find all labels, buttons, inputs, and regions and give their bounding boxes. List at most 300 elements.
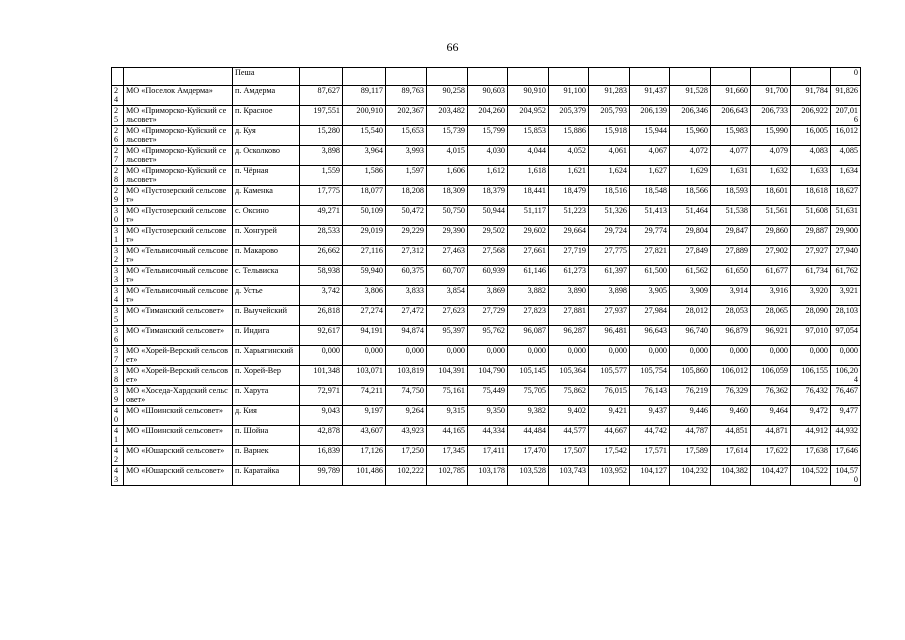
- value-cell: 27,902: [751, 246, 791, 266]
- value-cell: 9,382: [508, 406, 549, 426]
- value-cell: 18,566: [670, 186, 711, 206]
- value-cell: 103,178: [468, 466, 508, 486]
- value-cell: 51,413: [630, 206, 670, 226]
- value-cell: 9,464: [751, 406, 791, 426]
- value-cell: 9,437: [630, 406, 670, 426]
- row-number-cell: 24: [112, 86, 124, 106]
- value-cell: 61,273: [549, 266, 589, 286]
- value-cell: 44,577: [549, 426, 589, 446]
- value-cell: 9,264: [386, 406, 427, 426]
- value-cell: 104,391: [427, 366, 468, 386]
- municipality-cell: МО «Шоинский сельсовет»: [124, 406, 233, 426]
- value-cell: 61,562: [670, 266, 711, 286]
- value-cell: 207,016: [831, 106, 861, 126]
- value-cell: 18,618: [791, 186, 831, 206]
- value-cell: 18,379: [468, 186, 508, 206]
- value-cell: 50,472: [386, 206, 427, 226]
- value-cell: 15,990: [751, 126, 791, 146]
- value-cell: 3,869: [468, 286, 508, 306]
- value-cell: 0,000: [589, 346, 630, 366]
- value-cell: 18,309: [427, 186, 468, 206]
- table-row: [112, 146, 861, 166]
- value-cell: 61,397: [589, 266, 630, 286]
- value-cell: 106,155: [791, 366, 831, 386]
- value-cell: 9,197: [343, 406, 386, 426]
- table-row: [112, 166, 861, 186]
- municipality-cell: МО «Юшарский сельсовет»: [124, 466, 233, 486]
- value-cell: 15,944: [630, 126, 670, 146]
- value-cell: 105,754: [630, 366, 670, 386]
- value-cell: 90,910: [508, 86, 549, 106]
- value-cell: 105,577: [589, 366, 630, 386]
- value-cell: 28,090: [791, 306, 831, 326]
- value-cell: 27,661: [508, 246, 549, 266]
- value-cell: 17,589: [670, 446, 711, 466]
- value-cell: 4,085: [831, 146, 861, 166]
- value-cell: 44,742: [630, 426, 670, 446]
- value-cell: 58,938: [300, 266, 343, 286]
- locality-cell: п. Красное: [233, 106, 300, 126]
- municipality-cell: МО «Пустозерский сельсовет»: [124, 206, 233, 226]
- locality-cell: п. Харута: [233, 386, 300, 406]
- table-row: [112, 206, 861, 226]
- value-cell: 17,507: [549, 446, 589, 466]
- value-cell: 89,117: [343, 86, 386, 106]
- value-cell: 203,482: [427, 106, 468, 126]
- value-cell: 17,622: [751, 446, 791, 466]
- value-cell: 102,222: [386, 466, 427, 486]
- value-cell: 90,603: [468, 86, 508, 106]
- value-cell: 44,484: [508, 426, 549, 446]
- value-cell: 61,146: [508, 266, 549, 286]
- value-cell: 15,918: [589, 126, 630, 146]
- value-cell: 51,326: [589, 206, 630, 226]
- value-cell: 95,397: [427, 326, 468, 346]
- value-cell: 3,890: [549, 286, 589, 306]
- locality-cell: п. Каратайка: [233, 466, 300, 486]
- value-cell: 27,116: [343, 246, 386, 266]
- value-cell: 3,898: [300, 146, 343, 166]
- locality-cell: п. Выучейский: [233, 306, 300, 326]
- value-cell: 51,608: [791, 206, 831, 226]
- value-cell: 49,271: [300, 206, 343, 226]
- value-cell: 50,944: [468, 206, 508, 226]
- value-cell: 0,000: [549, 346, 589, 366]
- value-cell: 4,067: [630, 146, 670, 166]
- table-row: [112, 446, 861, 466]
- locality-cell: п. Чёрная: [233, 166, 300, 186]
- value-cell: 104,427: [751, 466, 791, 486]
- value-cell: 3,833: [386, 286, 427, 306]
- table-row: [112, 126, 861, 146]
- value-cell: 15,886: [549, 126, 589, 146]
- value-cell: 206,139: [630, 106, 670, 126]
- value-cell: 103,819: [386, 366, 427, 386]
- value-cell: 9,477: [831, 406, 861, 426]
- row-number-cell: 39: [112, 386, 124, 406]
- value-cell: 28,065: [751, 306, 791, 326]
- value-cell: 42,878: [300, 426, 343, 446]
- value-cell: 26,662: [300, 246, 343, 266]
- value-cell: 18,593: [711, 186, 751, 206]
- value-cell: 104,232: [670, 466, 711, 486]
- value-cell: 94,191: [343, 326, 386, 346]
- value-cell: 102,785: [427, 466, 468, 486]
- value-cell: 1,586: [343, 166, 386, 186]
- value-cell: 1,559: [300, 166, 343, 186]
- value-cell: 61,650: [711, 266, 751, 286]
- value-cell: 101,486: [343, 466, 386, 486]
- value-cell: 9,350: [468, 406, 508, 426]
- value-cell: 76,329: [711, 386, 751, 406]
- value-cell: 17,542: [589, 446, 630, 466]
- value-cell: 0,000: [751, 346, 791, 366]
- value-cell: 44,334: [468, 426, 508, 446]
- value-cell: 206,733: [751, 106, 791, 126]
- value-cell: 96,087: [508, 326, 549, 346]
- value-cell: 15,853: [508, 126, 549, 146]
- value-cell: 0,000: [300, 346, 343, 366]
- value-cell: 60,939: [468, 266, 508, 286]
- locality-cell: д. Устье: [233, 286, 300, 306]
- locality-cell: с. Тельвиска: [233, 266, 300, 286]
- value-cell: 3,993: [386, 146, 427, 166]
- value-cell: 29,602: [508, 226, 549, 246]
- value-cell: 96,921: [751, 326, 791, 346]
- value-cell: 27,889: [711, 246, 751, 266]
- value-cell: 18,441: [508, 186, 549, 206]
- value-cell: 18,077: [343, 186, 386, 206]
- value-cell: 17,614: [711, 446, 751, 466]
- row-number-cell: 43: [112, 466, 124, 486]
- value-cell: 44,932: [831, 426, 861, 446]
- locality-cell: п. Хонгурей: [233, 226, 300, 246]
- value-cell: 103,071: [343, 366, 386, 386]
- value-cell: 0,000: [630, 346, 670, 366]
- value-cell: 44,912: [791, 426, 831, 446]
- value-cell: 9,315: [427, 406, 468, 426]
- value-cell: 91,100: [549, 86, 589, 106]
- value-cell: 16,839: [300, 446, 343, 466]
- value-cell: 0,000: [791, 346, 831, 366]
- value-cell: 200,910: [343, 106, 386, 126]
- value-cell: 91,528: [670, 86, 711, 106]
- municipality-cell: МО «Приморско-Куйский сельсовет»: [124, 146, 233, 166]
- locality-cell: п. Хорей-Вер: [233, 366, 300, 386]
- value-cell: 95,762: [468, 326, 508, 346]
- value-cell: 29,502: [468, 226, 508, 246]
- value-cell: 91,437: [630, 86, 670, 106]
- value-cell: 104,570: [831, 466, 861, 486]
- table-row: [112, 306, 861, 326]
- page-number: 66: [446, 40, 459, 54]
- value-cell: 206,922: [791, 106, 831, 126]
- table-row: [112, 286, 861, 306]
- value-cell: 91,660: [711, 86, 751, 106]
- value-cell: 0: [831, 68, 861, 86]
- value-cell: 4,052: [549, 146, 589, 166]
- value-cell: 206,643: [711, 106, 751, 126]
- municipality-cell: [124, 68, 233, 86]
- value-cell: 18,479: [549, 186, 589, 206]
- value-cell: 3,964: [343, 146, 386, 166]
- value-cell: 96,287: [549, 326, 589, 346]
- municipality-cell: МО «Юшарский сельсовет»: [124, 446, 233, 466]
- value-cell: 72,971: [300, 386, 343, 406]
- value-cell: 4,083: [791, 146, 831, 166]
- value-cell: 9,460: [711, 406, 751, 426]
- value-cell: 96,879: [711, 326, 751, 346]
- value-cell: 4,044: [508, 146, 549, 166]
- municipality-cell: МО «Поселок Амдерма»: [124, 86, 233, 106]
- row-number-cell: 40: [112, 406, 124, 426]
- value-cell: 9,421: [589, 406, 630, 426]
- value-cell: 9,472: [791, 406, 831, 426]
- value-cell: 3,909: [670, 286, 711, 306]
- value-cell: 44,787: [670, 426, 711, 446]
- value-cell: 4,079: [751, 146, 791, 166]
- value-cell: 16,012: [831, 126, 861, 146]
- value-cell: 27,984: [630, 306, 670, 326]
- row-number-cell: 32: [112, 246, 124, 266]
- value-cell: 17,646: [831, 446, 861, 466]
- value-cell: 75,449: [468, 386, 508, 406]
- locality-cell: д. Куя: [233, 126, 300, 146]
- value-cell: 44,667: [589, 426, 630, 446]
- table-row: [112, 406, 861, 426]
- value-cell: 3,882: [508, 286, 549, 306]
- value-cell: 104,790: [468, 366, 508, 386]
- value-cell: 96,481: [589, 326, 630, 346]
- value-cell: 27,274: [343, 306, 386, 326]
- value-cell: 18,601: [751, 186, 791, 206]
- value-cell: 50,750: [427, 206, 468, 226]
- municipality-cell: МО «Тиманский сельсовет»: [124, 326, 233, 346]
- value-cell: 28,103: [831, 306, 861, 326]
- value-cell: 29,804: [670, 226, 711, 246]
- value-cell: 17,638: [791, 446, 831, 466]
- value-cell: 105,145: [508, 366, 549, 386]
- value-cell: 15,960: [670, 126, 711, 146]
- value-cell: 27,775: [589, 246, 630, 266]
- value-cell: 18,516: [589, 186, 630, 206]
- row-number-cell: 25: [112, 106, 124, 126]
- value-cell: 105,364: [549, 366, 589, 386]
- municipality-cell: МО «Шоинский сельсовет»: [124, 426, 233, 446]
- value-cell: 1,627: [630, 166, 670, 186]
- municipality-cell: МО «Тельвисочный сельсовет»: [124, 286, 233, 306]
- table-row: [112, 86, 861, 106]
- value-cell: 9,043: [300, 406, 343, 426]
- value-cell: 76,143: [630, 386, 670, 406]
- value-cell: 97,054: [831, 326, 861, 346]
- locality-cell: п. Амдерма: [233, 86, 300, 106]
- row-number-cell: 34: [112, 286, 124, 306]
- locality-cell: п. Варнек: [233, 446, 300, 466]
- value-cell: 43,923: [386, 426, 427, 446]
- value-cell: 76,362: [751, 386, 791, 406]
- value-cell: 27,937: [589, 306, 630, 326]
- value-cell: 44,871: [751, 426, 791, 446]
- value-cell: 3,916: [751, 286, 791, 306]
- row-number-cell: 28: [112, 166, 124, 186]
- value-cell: 51,464: [670, 206, 711, 226]
- table-row: [112, 186, 861, 206]
- value-cell: 91,826: [831, 86, 861, 106]
- value-cell: 91,784: [791, 86, 831, 106]
- value-cell: 206,346: [670, 106, 711, 126]
- value-cell: 202,367: [386, 106, 427, 126]
- value-cell: 97,010: [791, 326, 831, 346]
- value-cell: 27,821: [630, 246, 670, 266]
- value-cell: 17,250: [386, 446, 427, 466]
- locality-cell: п. Харьягинский: [233, 346, 300, 366]
- value-cell: 76,467: [831, 386, 861, 406]
- value-cell: 27,463: [427, 246, 468, 266]
- value-cell: 29,887: [791, 226, 831, 246]
- value-cell: 28,533: [300, 226, 343, 246]
- value-cell: 0,000: [711, 346, 751, 366]
- value-cell: 3,905: [630, 286, 670, 306]
- value-cell: 204,260: [468, 106, 508, 126]
- municipality-cell: МО «Тельвисочный сельсовет»: [124, 246, 233, 266]
- value-cell: 29,019: [343, 226, 386, 246]
- locality-cell: Пеша: [233, 68, 300, 86]
- value-cell: 103,952: [589, 466, 630, 486]
- value-cell: 1,631: [711, 166, 751, 186]
- value-cell: 104,127: [630, 466, 670, 486]
- value-cell: 1,633: [791, 166, 831, 186]
- locality-cell: с. Оксино: [233, 206, 300, 226]
- value-cell: 50,109: [343, 206, 386, 226]
- row-number-cell: 31: [112, 226, 124, 246]
- value-cell: 15,739: [427, 126, 468, 146]
- value-cell: 27,472: [386, 306, 427, 326]
- value-cell: 27,623: [427, 306, 468, 326]
- value-cell: 17,470: [508, 446, 549, 466]
- value-cell: 9,446: [670, 406, 711, 426]
- value-cell: 75,862: [549, 386, 589, 406]
- value-cell: 29,900: [831, 226, 861, 246]
- locality-cell: п. Макарово: [233, 246, 300, 266]
- value-cell: 27,312: [386, 246, 427, 266]
- value-cell: 18,208: [386, 186, 427, 206]
- table-row: [112, 386, 861, 406]
- table-body: [112, 68, 861, 486]
- value-cell: 1,634: [831, 166, 861, 186]
- value-cell: 18,548: [630, 186, 670, 206]
- value-cell: 43,607: [343, 426, 386, 446]
- row-number-cell: 29: [112, 186, 124, 206]
- value-cell: 96,643: [630, 326, 670, 346]
- value-cell: 15,653: [386, 126, 427, 146]
- municipality-cell: МО «Приморско-Куйский сельсовет»: [124, 126, 233, 146]
- value-cell: 61,734: [791, 266, 831, 286]
- value-cell: 89,763: [386, 86, 427, 106]
- value-cell: 51,561: [751, 206, 791, 226]
- value-cell: 3,742: [300, 286, 343, 306]
- value-cell: 26,818: [300, 306, 343, 326]
- value-cell: 104,382: [711, 466, 751, 486]
- locality-cell: п. Индига: [233, 326, 300, 346]
- value-cell: 1,629: [670, 166, 711, 186]
- table-row: [112, 226, 861, 246]
- table-row: [112, 426, 861, 446]
- value-cell: 27,719: [549, 246, 589, 266]
- value-cell: 51,631: [831, 206, 861, 226]
- value-cell: 29,229: [386, 226, 427, 246]
- value-cell: 0,000: [386, 346, 427, 366]
- value-cell: 29,860: [751, 226, 791, 246]
- value-cell: 3,854: [427, 286, 468, 306]
- value-cell: 61,762: [831, 266, 861, 286]
- value-cell: 28,012: [670, 306, 711, 326]
- value-cell: 87,627: [300, 86, 343, 106]
- row-number-cell: 35: [112, 306, 124, 326]
- value-cell: 17,775: [300, 186, 343, 206]
- municipality-cell: МО «Пустозерский сельсовет»: [124, 186, 233, 206]
- value-cell: 106,204: [831, 366, 861, 386]
- value-cell: 205,793: [589, 106, 630, 126]
- value-cell: 15,540: [343, 126, 386, 146]
- row-number-cell: 36: [112, 326, 124, 346]
- value-cell: 1,597: [386, 166, 427, 186]
- table-row: [112, 326, 861, 346]
- value-cell: 0,000: [508, 346, 549, 366]
- index-cell: [112, 68, 124, 86]
- value-cell: 4,061: [589, 146, 630, 166]
- value-cell: 74,211: [343, 386, 386, 406]
- value-cell: 29,664: [549, 226, 589, 246]
- value-cell: 44,851: [711, 426, 751, 446]
- value-cell: 204,952: [508, 106, 549, 126]
- value-cell: 3,914: [711, 286, 751, 306]
- value-cell: 1,618: [508, 166, 549, 186]
- value-cell: 17,126: [343, 446, 386, 466]
- value-cell: 205,379: [549, 106, 589, 126]
- row-number-cell: 30: [112, 206, 124, 226]
- value-cell: 51,223: [549, 206, 589, 226]
- value-cell: 0,000: [427, 346, 468, 366]
- value-cell: 103,528: [508, 466, 549, 486]
- value-cell: 27,729: [468, 306, 508, 326]
- value-cell: 3,898: [589, 286, 630, 306]
- value-cell: 60,375: [386, 266, 427, 286]
- value-cell: 4,030: [468, 146, 508, 166]
- value-cell: 74,750: [386, 386, 427, 406]
- value-cell: 16,005: [791, 126, 831, 146]
- value-cell: 29,774: [630, 226, 670, 246]
- value-cell: 27,823: [508, 306, 549, 326]
- value-cell: 76,432: [791, 386, 831, 406]
- table-row: [112, 106, 861, 126]
- row-number-cell: 41: [112, 426, 124, 446]
- table-row: [112, 246, 861, 266]
- value-cell: 3,806: [343, 286, 386, 306]
- value-cell: 104,522: [791, 466, 831, 486]
- value-cell: 0,000: [343, 346, 386, 366]
- value-cell: 106,059: [751, 366, 791, 386]
- value-cell: 91,283: [589, 86, 630, 106]
- row-number-cell: 38: [112, 366, 124, 386]
- table-row-continued: [112, 68, 861, 86]
- table-row: [112, 266, 861, 286]
- value-cell: 27,927: [791, 246, 831, 266]
- value-cell: 0,000: [670, 346, 711, 366]
- table-row: [112, 366, 861, 386]
- value-cell: 4,077: [711, 146, 751, 166]
- municipality-cell: МО «Хорей-Верский сельсовет»: [124, 366, 233, 386]
